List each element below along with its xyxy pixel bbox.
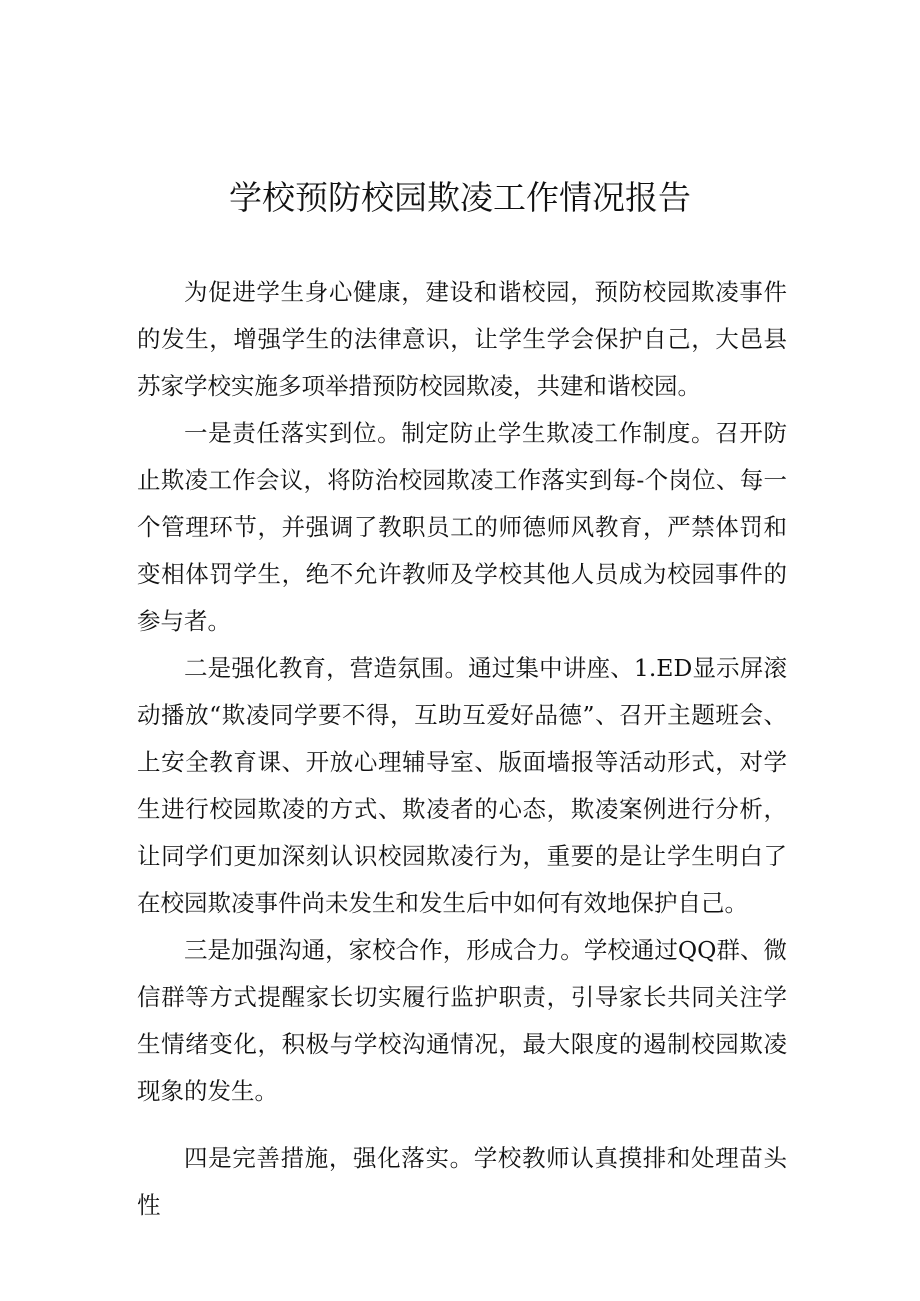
paragraph-intro: 为促进学生身心健康，建设和谐校园，预防校园欺凌事件的发生，增强学生的法律意识，让学生学会保护自己，大邑县苏家学校实施多项举措预防校园欺凌，共建和谐校园。 (137, 278, 787, 400)
paragraph-education: 二是强化教育，营造氛围。通过集中讲座、1.ED显示屏滚动播放“欺凌同学要不得，互助互爱好品德”、召开主题班会、上安全教育课、开放心理辅导室、版面墙报等活动形式，对学生进行校园欺凌的方式、欺凌者的心态，欺凌案例进行分析，让同学们更加深刻认识校园欺凌行为，重要的是让学生明白了在校园欺凌事件尚未发生和发生后中如何有效地保护自己。 (137, 654, 787, 917)
document-title: 学校预防校园欺凌工作情况报告 (229, 178, 691, 217)
paragraph-measures: 四是完善措施，强化落实。学校教师认真摸排和处理苗头性 (137, 1144, 787, 1219)
paragraph-responsibility: 一是责任落实到位。制定防止学生欺凌工作制度。召开防止欺凌工作会议，将防治校园欺凌工作落实到每-个岗位、每一个管理环节，并强调了教职员工的师德师风教育，严禁体罚和变相体罚学生，绝不允许教师及学校其他人员成为校园事件的参与者。 (137, 419, 787, 635)
paragraph-communication: 三是加强沟通，家校合作，形成合力。学校通过QQ群、微信群等方式提醒家长切实履行监护职责，引导家长共同关注学生情绪变化，积极与学校沟通情况，最大限度的遏制校园欺凌现象的发生。 (137, 936, 787, 1105)
document-body (137, 269, 787, 1229)
